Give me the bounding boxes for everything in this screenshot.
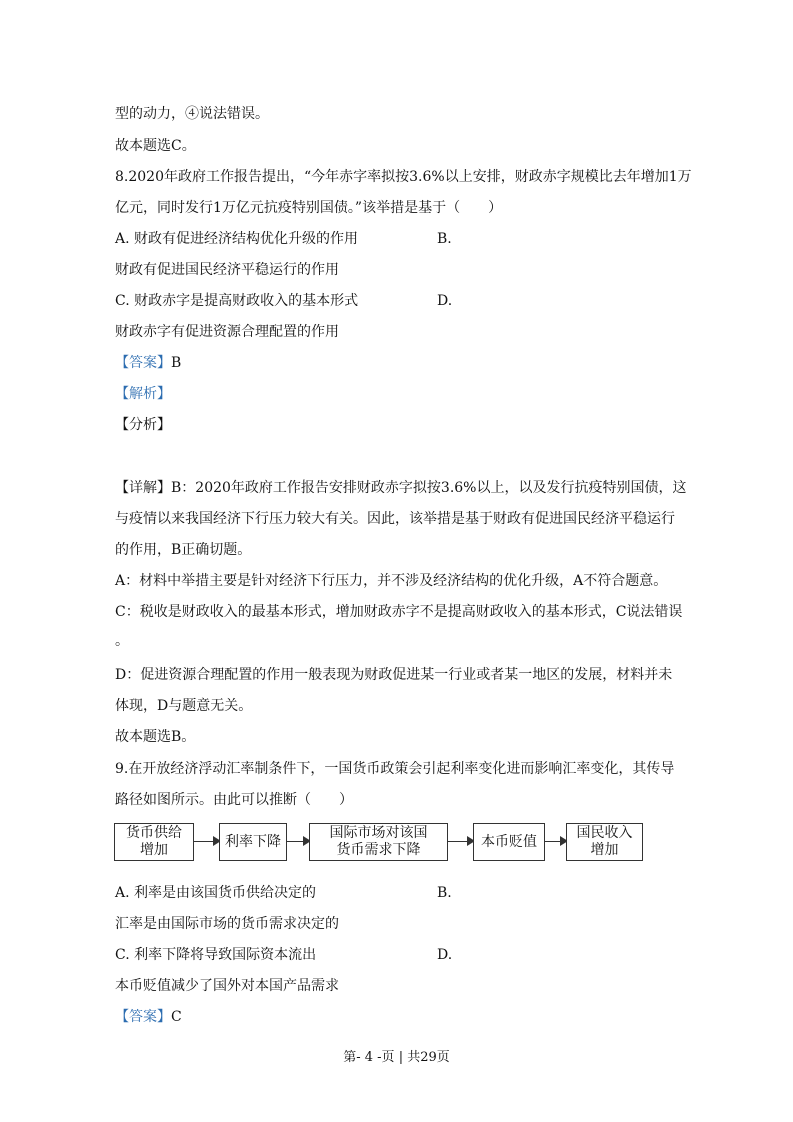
- q9-option-c: C. 利率下降将导致国际资本流出: [115, 947, 317, 963]
- q8-option-a: A. 财政有促进经济结构优化升级的作用: [115, 231, 359, 247]
- q8-option-b-label: B.: [437, 231, 452, 247]
- question-9-text: 路径如图所示。由此可以推断（ ）: [115, 792, 353, 808]
- answer-value: B: [171, 355, 182, 371]
- detail-tag: 【详解】: [115, 480, 171, 496]
- detail-text: B：2020年政府工作报告安排财政赤字拟按3.6%以上，以及发行抗疫特别国债，这: [171, 480, 687, 496]
- answer-tag: 【答案】: [115, 355, 171, 371]
- analysis-tag: 【解析】: [115, 386, 171, 402]
- explanation-c-cont: 。: [115, 633, 129, 649]
- flow-arrow: [194, 841, 219, 842]
- explanation-d: D：促进资源合理配置的作用一般表现为财政促进某一行业或者某一地区的发展，材料并未: [115, 667, 673, 683]
- flow-box-depreciation: 本币贬值: [473, 823, 545, 861]
- question-8-text: 8.2020年政府工作报告提出，“今年赤字率拟按3.6%以上安排，财政赤字规模比去年增加1万: [115, 169, 692, 185]
- q9-option-b-label: B.: [437, 885, 452, 901]
- explanation-d-cont: 体现，D与题意无关。: [115, 698, 253, 714]
- doc-line: 故本题选C。: [115, 138, 196, 154]
- detail-8: [115, 478, 686, 498]
- answer-value: C: [171, 1009, 182, 1025]
- detail-8-line: 与疫情以来我国经济下行压力较大有关。因此，该举措是基于财政有促进国民经济平稳运行: [115, 511, 675, 527]
- explanation-a: A：材料中举措主要是针对经济下行压力，并不涉及经济结构的优化升级，A不符合题意。: [115, 573, 668, 589]
- page-footer: [0, 1046, 793, 1065]
- question-9-text: 9.在开放经济浮动汇率制条件下，一国货币政策会引起利率变化进而影响汇率变化，其传导: [115, 761, 675, 777]
- q9-option-d: 本币贬值减少了国外对本国产品需求: [115, 978, 339, 994]
- flow-arrow: [287, 841, 309, 842]
- q8-option-b: 财政有促进国民经济平稳运行的作用: [115, 262, 339, 278]
- footer-separator: |: [398, 1050, 404, 1065]
- page-total: 共29页: [407, 1050, 450, 1065]
- explanation-c: C：税收是财政收入的最基本形式，增加财政赤字不是提高财政收入的基本形式，C说法错误: [115, 604, 683, 620]
- q8-option-c: C. 财政赤字是提高财政收入的基本形式: [115, 293, 359, 309]
- flow-box-currency-demand: 国际市场对该国 货币需求下降: [309, 823, 448, 861]
- conclusion-8: 故本题选B。: [115, 729, 196, 745]
- q9-option-a: A. 利率是由该国货币供给决定的: [115, 885, 317, 901]
- q8-option-d: 财政赤字有促进资源合理配置的作用: [115, 324, 339, 340]
- flow-arrow: [545, 841, 566, 842]
- answer-8: [115, 353, 181, 373]
- doc-line: 型的动力，④说法错误。: [115, 106, 269, 122]
- q9-option-b: 汇率是由国际市场的货币需求决定的: [115, 916, 339, 932]
- q8-option-d-label: D.: [437, 293, 453, 309]
- flow-box-money-supply: 货币供给 增加: [114, 823, 194, 861]
- fenxi-tag: 【分析】: [115, 417, 171, 433]
- answer-tag: 【答案】: [115, 1009, 171, 1025]
- answer-9: [115, 1007, 182, 1027]
- flow-box-national-income: 国民收入 增加: [566, 823, 643, 861]
- detail-8-line: 的作用，B正确切题。: [115, 542, 252, 558]
- page-number: 第- 4 -页: [343, 1050, 395, 1065]
- flow-arrow: [448, 841, 473, 842]
- flow-box-interest-rate: 利率下降: [219, 823, 287, 861]
- question-8-text: 亿元，同时发行1万亿元抗疫特别国债。”该举措是基于（ ）: [115, 200, 503, 216]
- q9-option-d-label: D.: [437, 947, 453, 963]
